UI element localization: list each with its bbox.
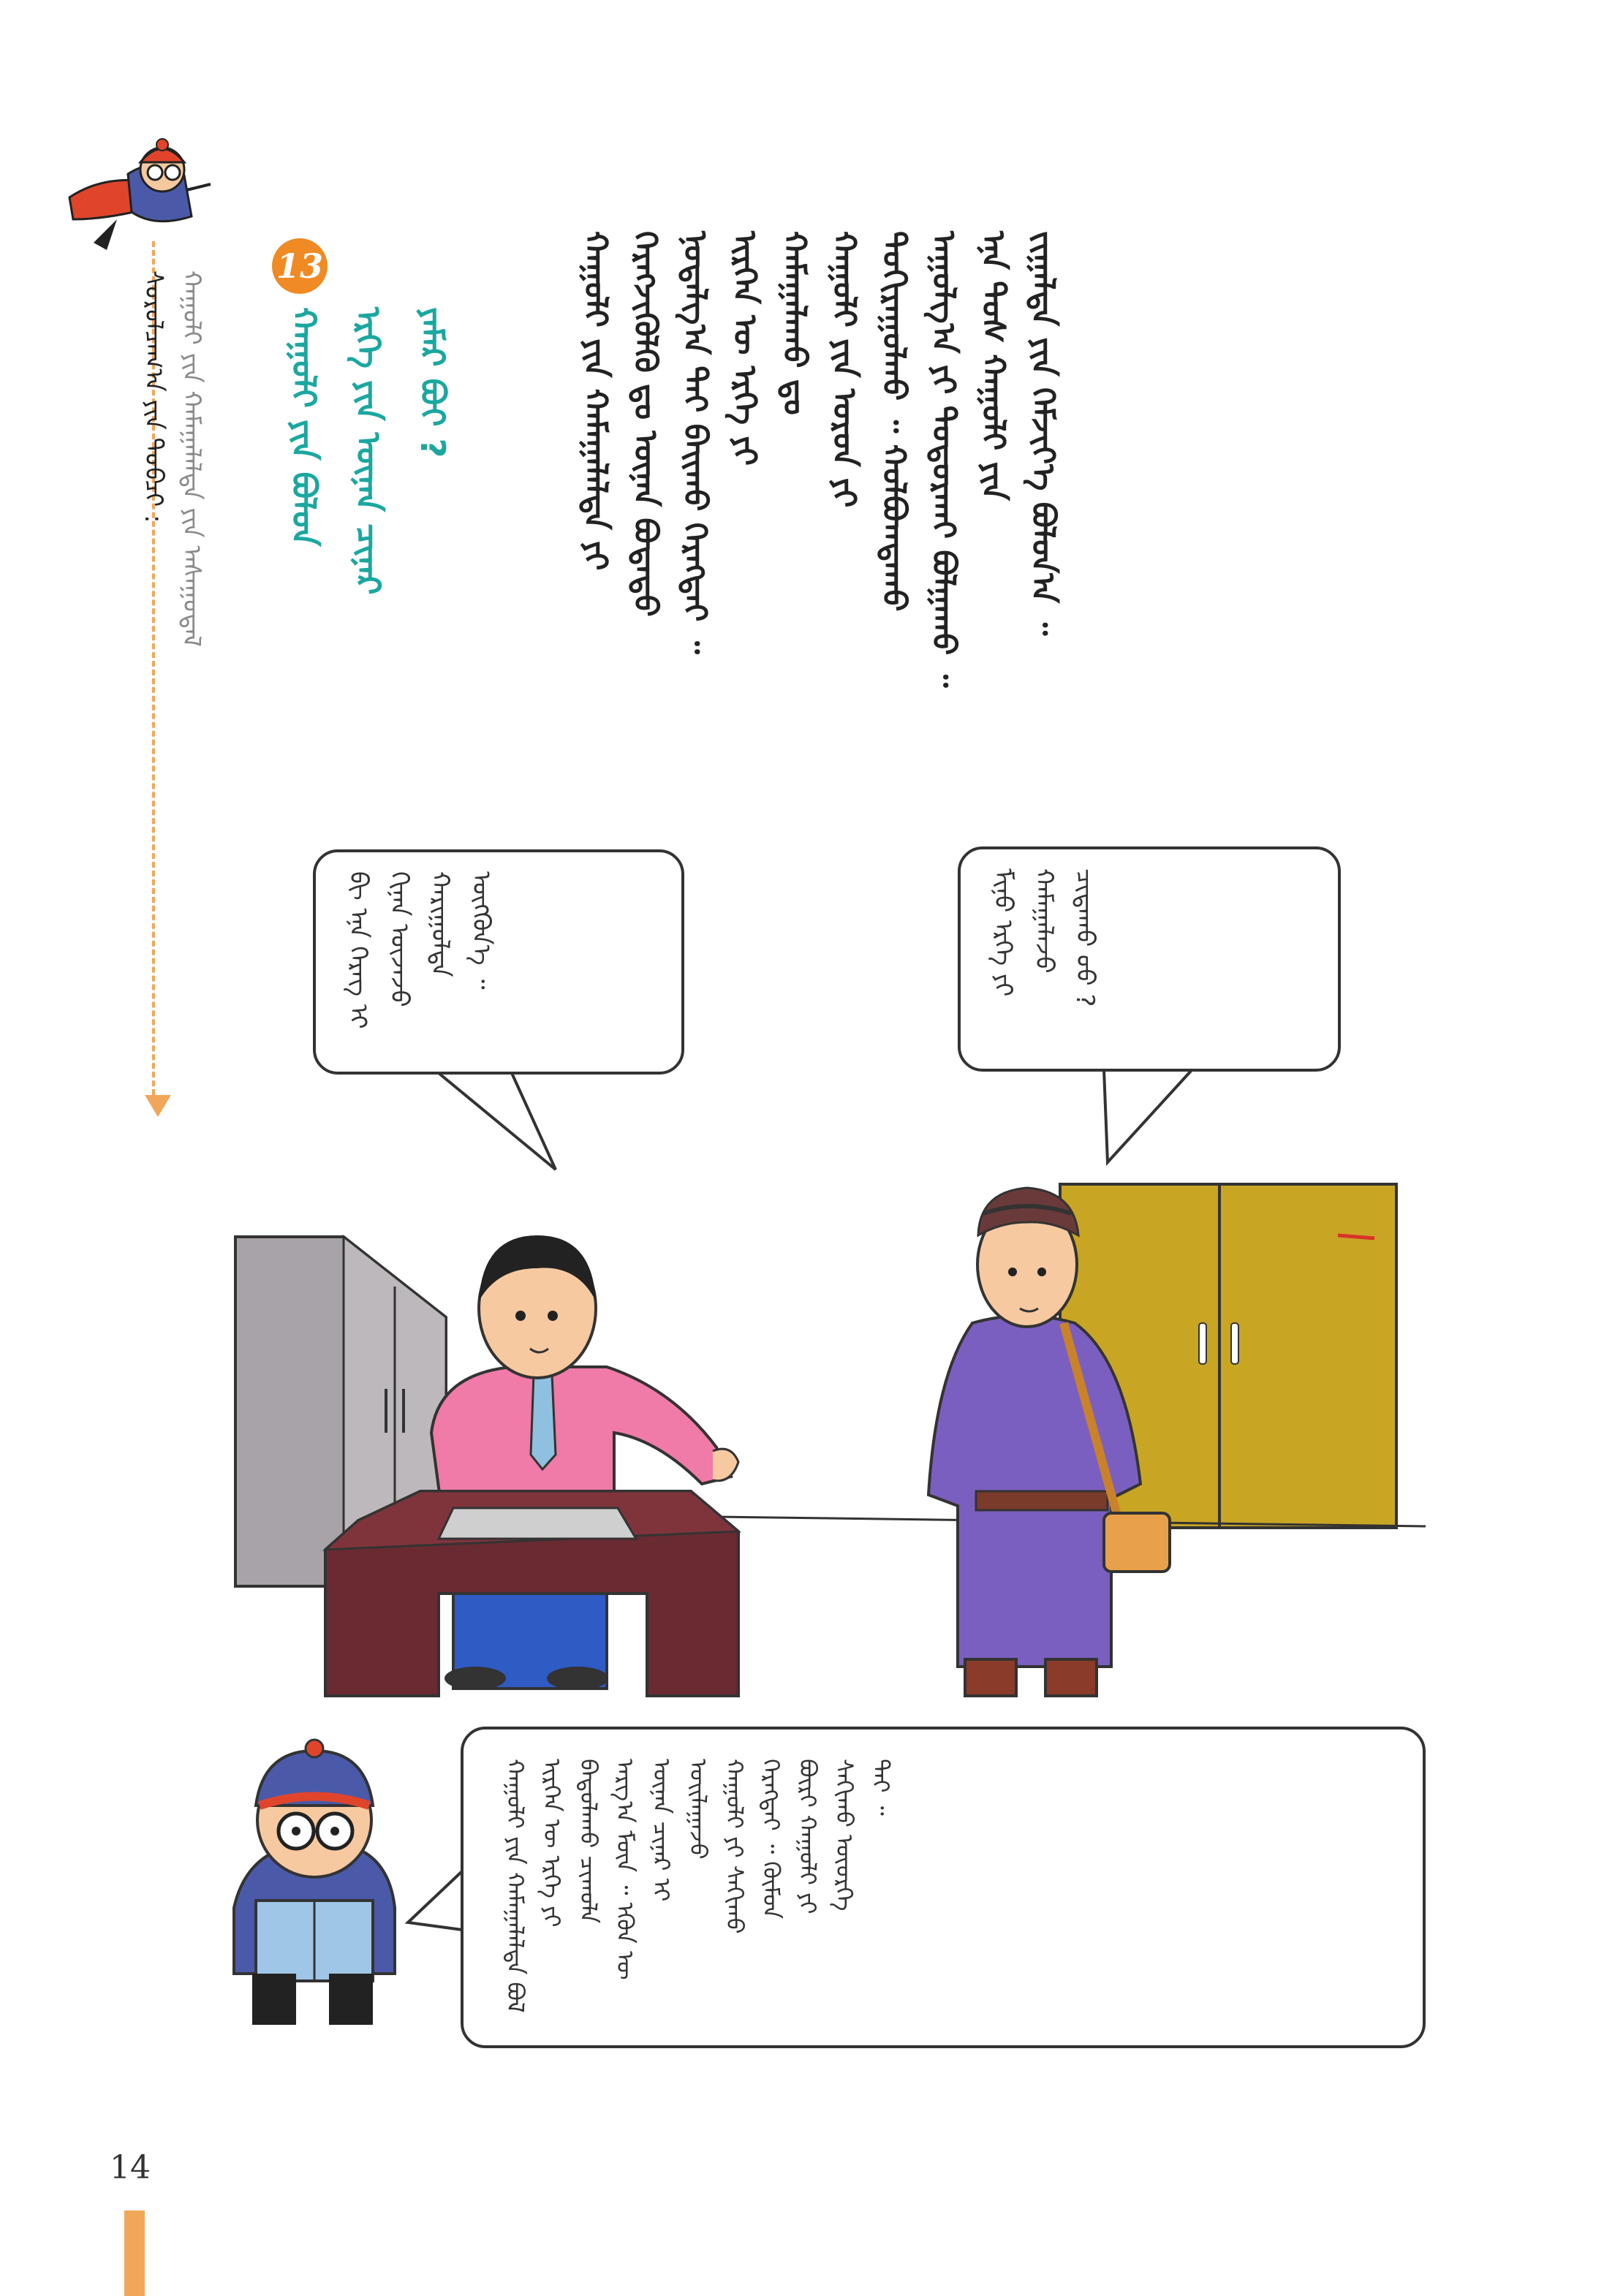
reading-mascot-icon <box>234 1740 395 2025</box>
running-header-subtitle: ᠬᠠᠭᠤᠯᠢ ᠶᠢᠨ ᠬᠠᠮᠠᠭᠠᠯᠠᠯᠲᠠ ᠶᠢᠨ ᠠᠰᠠᠭᠤᠳᠠᠯ <box>177 270 206 647</box>
speech-bubble-standing-man <box>958 846 1341 1072</box>
page-number: 14 <box>110 2149 151 2186</box>
speech-bubble-seated-man <box>313 849 684 1075</box>
footer-accent-bar <box>124 2210 145 2296</box>
speech-bubble-text: ᠪᠢ ᠡᠨᠡ ᠬᠡᠷᠡᠭ ᠢ ᠬᠢᠨᠠᠨ ᠦᠵᠡᠵᠦ ᠬᠠᠷᠢᠭᠤᠯᠲᠠ ᠥᠭᠭᠦᠨ᠎ᠡ ᠃ <box>344 871 496 1029</box>
speech-bubble-text: ᠮᠢᠨᠤ ᠡᠷᠬᠡ ᠶᠢ ᠬᠠᠮᠠᠭᠠᠯᠠᠵᠤ ᠴᠢᠳᠠᠬᠤ ᠤᠤ ? <box>988 868 1100 1007</box>
speech-bubble-text: ᠬᠠᠭᠤᠯᠢ ᠶᠢᠨ ᠬᠠᠮᠠᠭᠠᠯᠠᠯᠲᠠ ᠪᠣᠯ ᠢᠷᠭᠡᠨ ᠦ ᠡᠷᠬᠡ ᠶᠢ ᠪᠠᠲᠤᠯᠠᠬᠤ ᠴᠢᠬᠤᠯᠠ ᠠᠷᠭ᠎ᠠ ᠮᠥᠨ ᠃ ᠡᠭᠦᠨ ᠦ ᠦᠨᠡᠨ ᠴᠢᠨᠠᠷ ᠢ ᠣᠢᠯᠠᠭᠠᠵᠤ ᠬᠠᠭᠤᠯᠢ ᠶᠢ ᠰᠠᠬᠢᠬᠤ ᠬᠡᠷᠡᠭᠲᠡᠢ ᠃ ᠬᠦᠮᠦᠨ ᠪᠦᠷᠢ ᠬᠠᠭᠤᠯᠢ ᠶᠢ ᠰᠠᠬᠢᠬᠤ ᠦᠦᠷᠭᠡ ᠲᠠᠢ ᠃ <box>502 1759 895 2013</box>
body-paragraph: ᠬᠠᠭᠤᠯᠢ ᠶᠢᠨ ᠬᠠᠮᠠᠭᠠᠯᠠᠯᠲᠠ ᠶᠢ ᠬᠡᠷᠡᠭᠵᠢᠭᠦᠯᠬᠦ ᠳᠤ ᠦᠨᠡᠨ ᠪᠣᠳᠠᠲᠤ ᠨᠣᠲᠠᠯᠭ᠎ᠠ ᠲᠠᠢ ᠪᠠᠢᠬᠤ ᠬᠡᠷᠡᠭᠲᠡᠢ ᠃ ᠢᠷᠭᠡᠨ ᠦ ᠡᠷᠬᠡ ᠶᠢ ᠬᠠᠮᠠᠭᠠᠯᠠᠬᠤ ᠳᠤ ᠬᠠᠭᠤᠯᠢ ᠶᠢᠨ ᠣᠷᠣᠨ ᠶᠢ ᠲᠣᠬᠢᠷᠠᠭᠤᠯᠬᠤ ᠃ ᠬᠣᠯᠪᠣᠭᠳᠠᠬᠤ ᠠᠭᠤᠯᠭ᠎ᠠ ᠶᠢ ᠲᠣᠳᠣᠷᠬᠠᠢ ᠪᠣᠯᠭᠠᠬᠤ ᠃ ᠡᠨᠡ ᠲᠤᠰ ᠬᠠᠭᠤᠯᠢ ᠶᠢᠨ ᠵᠢᠭᠠᠯᠲᠠ ᠶᠢᠨ ᠬᠡᠮᠵᠢᠶ᠎ᠡ ᠪᠣᠯᠤᠨ᠎ᠠ ᠃ <box>577 231 1062 688</box>
running-header-title: ᠰᠤᠷᠤᠯᠴᠠᠭ᠎ᠠ ᠶᠢᠨ ᠲᠣᠪᠴᠢ : <box>139 270 168 523</box>
running-header <box>97 270 211 1133</box>
speech-bubble-mascot <box>461 1727 1426 2048</box>
flying-mascot-icon <box>69 139 211 250</box>
question-text: ᠬᠠᠭᠤᠯᠢ ᠶᠢᠨ ᠪᠣᠯᠣᠨ ᠡᠷᠬᠡ ᠶᠢᠨ ᠦᠨᠡᠨ ᠴᠢᠨᠠᠷ ᠶᠠᠮᠠᠷ ᠪᠤᠢ ? <box>284 307 453 595</box>
question-number-badge: 13 <box>272 238 328 294</box>
